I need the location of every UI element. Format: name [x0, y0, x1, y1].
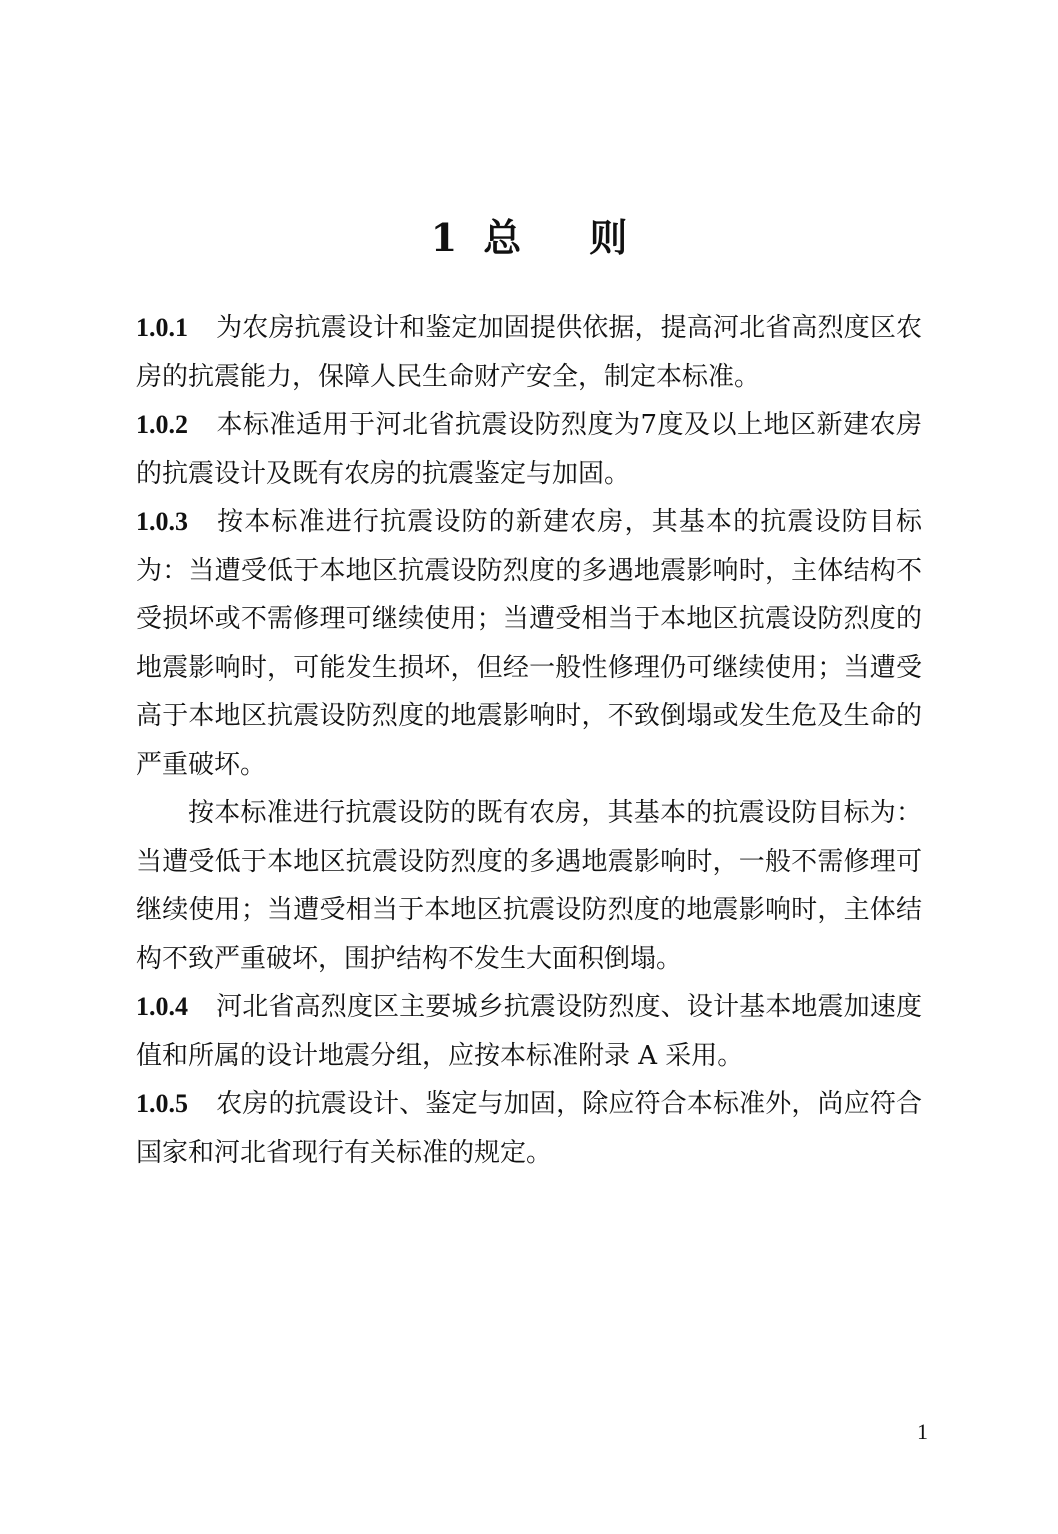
clause-1-0-1 — [136, 304, 922, 401]
clause-text: 按本标准进行抗震设防的新建农房，其基本的抗震设防目标为：当遭受低于本地区抗震设防烈度的多遇地震影响时，主体结构不受损坏或不需修理可继续使用；当遭受相当于本地区抗震设防烈度的地震影响时，可能发生损坏，但经一般性修理仍可继续使用；当遭受高于本地区抗震设防烈度的地震影响时，不致倒塌或发生危及生命的严重破坏。 — [136, 507, 922, 780]
clause-1-0-4 — [136, 983, 922, 1080]
clause-1-0-3 — [136, 498, 922, 789]
clause-1-0-5 — [136, 1080, 922, 1177]
clause-text: 农房的抗震设计、鉴定与加固，除应符合本标准外，尚应符合国家和河北省现行有关标准的规定。 — [136, 1089, 922, 1168]
clause-text: 河北省高烈度区主要城乡抗震设防烈度、设计基本地震加速度值和所属的设计地震分组，应按本标准附录 A 采用。 — [136, 992, 922, 1071]
clause-text: 本标准适用于河北省抗震设防烈度为7度及以上地区新建农房的抗震设计及既有农房的抗震鉴定与加固。 — [136, 410, 922, 489]
clause-number: 1.0.5 — [136, 1089, 188, 1118]
clause-number: 1.0.4 — [136, 992, 188, 1021]
page-number: 1 — [917, 1419, 928, 1444]
chapter-title — [0, 212, 1058, 264]
clause-number: 1.0.3 — [136, 507, 188, 536]
chapter-number: 1 — [430, 215, 458, 260]
clause-1-0-3-continuation: 按本标准进行抗震设防的既有农房，其基本的抗震设防目标为：当遭受低于本地区抗震设防烈度的多遇地震影响时，一般不需修理可继续使用；当遭受相当于本地区抗震设防烈度的地震影响时，主体结构不致严重破坏，围护结构不发生大面积倒塌。 — [136, 798, 922, 974]
chapter-title-text: 总则 — [483, 215, 696, 260]
clause-number: 1.0.1 — [136, 313, 188, 342]
clause-number: 1.0.2 — [136, 410, 188, 439]
clause-text: 为农房抗震设计和鉴定加固提供依据，提高河北省高烈度区农房的抗震能力，保障人民生命财产安全，制定本标准。 — [136, 313, 922, 392]
clause-1-0-2 — [136, 401, 922, 498]
chapter-body — [136, 304, 922, 1177]
